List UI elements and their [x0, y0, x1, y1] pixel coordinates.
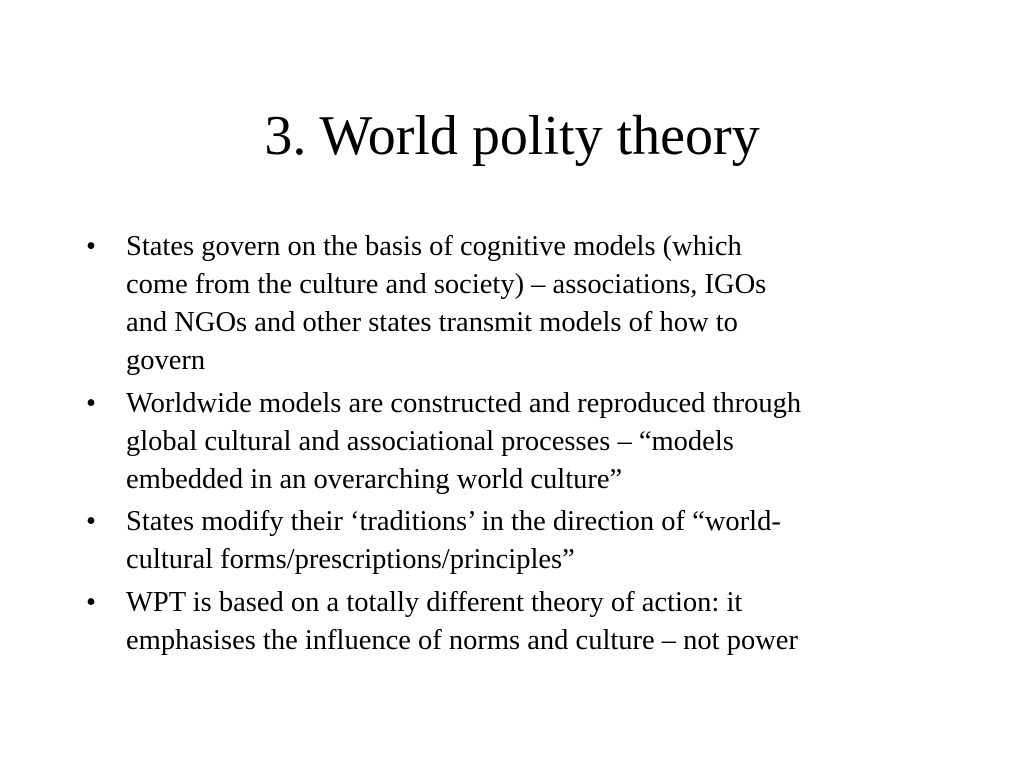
bullet-line: come from the culture and society) – associations, IGOs — [126, 269, 767, 300]
bullet-line: and NGOs and other states transmit models of how to — [126, 307, 738, 338]
bullet-item — [86, 228, 946, 380]
bullet-marker-icon: • — [86, 506, 96, 537]
bullet-marker-icon: • — [86, 586, 96, 618]
bullet-item — [86, 584, 946, 660]
bullet-item — [86, 503, 946, 579]
bullet-line: WPT is based on a totally different theory of action: it — [126, 586, 743, 618]
bullet-line: States govern on the basis of cognitive models (which — [126, 231, 742, 262]
bullet-line: emphasises the influence of norms and culture – not power — [126, 624, 798, 656]
bullet-list — [86, 228, 946, 664]
bullet-line: Worldwide models are constructed and reproduced through — [126, 387, 802, 419]
bullet-line: govern — [126, 345, 206, 376]
slide-title: 3. World polity theory — [264, 105, 760, 167]
bullet-line: States modify their ‘traditions’ in the direction of “world- — [126, 506, 781, 537]
bullet-item — [86, 385, 946, 499]
bullet-marker-icon: • — [86, 231, 96, 262]
bullet-marker-icon: • — [86, 387, 96, 419]
bullet-line: embedded in an overarching world culture” — [126, 463, 623, 495]
bullet-line: cultural forms/prescriptions/principles” — [126, 544, 575, 575]
bullet-line: global cultural and associational processes – “models — [126, 425, 734, 457]
